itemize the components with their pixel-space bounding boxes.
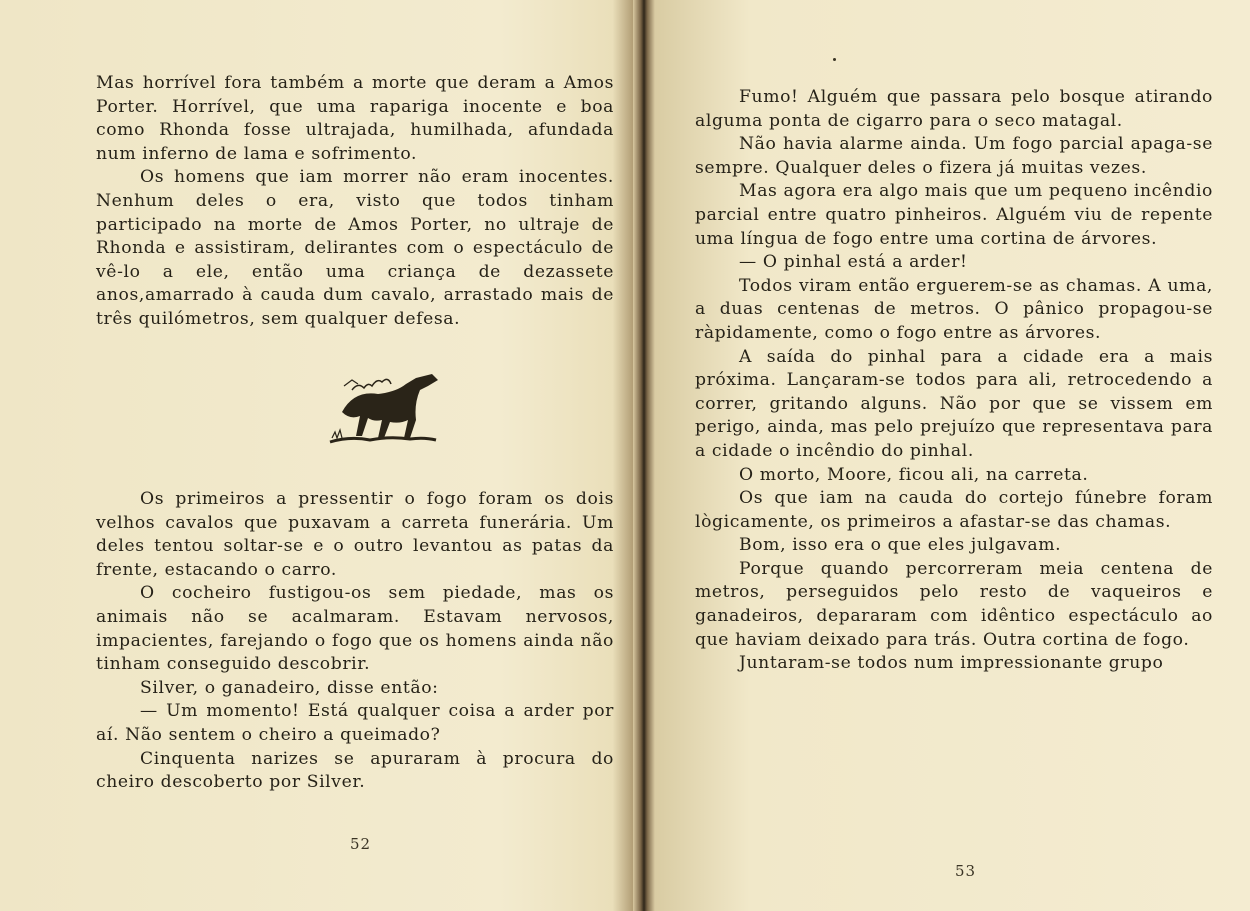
paragraph: — Um momento! Está qualquer coisa a arder por aí. Não sentem o cheiro a queimado? xyxy=(96,701,614,745)
paragraph: Porque quando percorreram meia centena de metros, perseguidos pelo resto de vaqueiros e ganadeiros, depararam com idêntico espectáculo ao que haviam deixado para trás. Outra cortina de fogo. xyxy=(695,558,1213,650)
book-gutter xyxy=(633,0,655,911)
paragraph: Os homens que iam morrer não eram inocentes. Nenhum deles o era, visto que todos tinham participado na morte de Amos Porter, no ultraje de Rhonda e assistiram, delirantes com o espectáculo de vê-lo a ele, então uma criança de dezassete anos,amarrado à cauda dum cavalo, arrastado mais de três quilómetros, sem qualquer defesa. xyxy=(96,167,614,329)
left-page-text-bottom xyxy=(96,488,614,795)
paragraph: Mas horrível fora também a morte que deram a Amos Porter. Horrível, que uma rapariga inocente e boa como Rhonda fosse ultrajada, humilhada, afundada num inferno de lama e sofrimento. xyxy=(96,73,614,164)
paragraph: Mas agora era algo mais que um pequeno incêndio parcial entre quatro pinheiros. Alguém viu de repente uma língua de fogo entre uma cortina de árvores. xyxy=(695,181,1213,249)
paragraph: Os primeiros a pressentir o fogo foram os dois velhos cavalos que puxavam a carreta funerária. Um deles tentou soltar-se e o outro levantou as patas da frente, estacando o carro. xyxy=(96,489,614,580)
left-page-text-top xyxy=(96,72,614,332)
paragraph: Bom, isso era o que eles julgavam. xyxy=(739,535,1062,556)
paragraph: O morto, Moore, ficou ali, na carreta. xyxy=(739,464,1089,485)
paragraph: Silver, o ganadeiro, disse então: xyxy=(140,677,439,698)
paragraph: Os que iam na cauda do cortejo fúnebre foram lògicamente, os primeiros a afastar-se das chamas. xyxy=(695,488,1213,532)
paragraph: Fumo! Alguém que passara pelo bosque atirando alguma ponta de cigarro para o seco matagal. xyxy=(695,87,1213,131)
paragraph: Cinquenta narizes se apuraram à procura do cheiro descoberto por Silver. xyxy=(96,748,614,793)
horse-illustration xyxy=(322,362,452,448)
paragraph: Juntaram-se todos num impressionante grupo xyxy=(739,653,1164,674)
paragraph: — O pinhal está a arder! xyxy=(739,252,968,273)
page-number: 52 xyxy=(350,835,372,853)
paragraph: Todos viram então erguerem-se as chamas. A uma, a duas centenas de metros. O pânico propagou-se ràpidamente, como o fogo entre as árvores. xyxy=(695,275,1213,343)
paragraph: A saída do pinhal para a cidade era a mais próxima. Lançaram-se todos para ali, retrocedendo a correr, gritando alguns. Não por que se vissem em perigo, ainda, mas pelo prejuízo que representava para a cidade o incêndio do pinhal. xyxy=(695,346,1213,461)
paragraph: O cocheiro fustigou-os sem piedade, mas os animais não se acalmaram. Estavam nervosos, impacientes, farejando o fogo que os homens ainda não tinham conseguido descobrir. xyxy=(96,583,614,675)
page-number: 53 xyxy=(955,862,977,880)
paragraph: Não havia alarme ainda. Um fogo parcial apaga-se sempre. Qualquer deles o fizera já muitas vezes. xyxy=(695,134,1213,178)
ink-speck xyxy=(833,58,836,61)
right-page xyxy=(655,0,1250,911)
right-page-text xyxy=(695,86,1213,676)
